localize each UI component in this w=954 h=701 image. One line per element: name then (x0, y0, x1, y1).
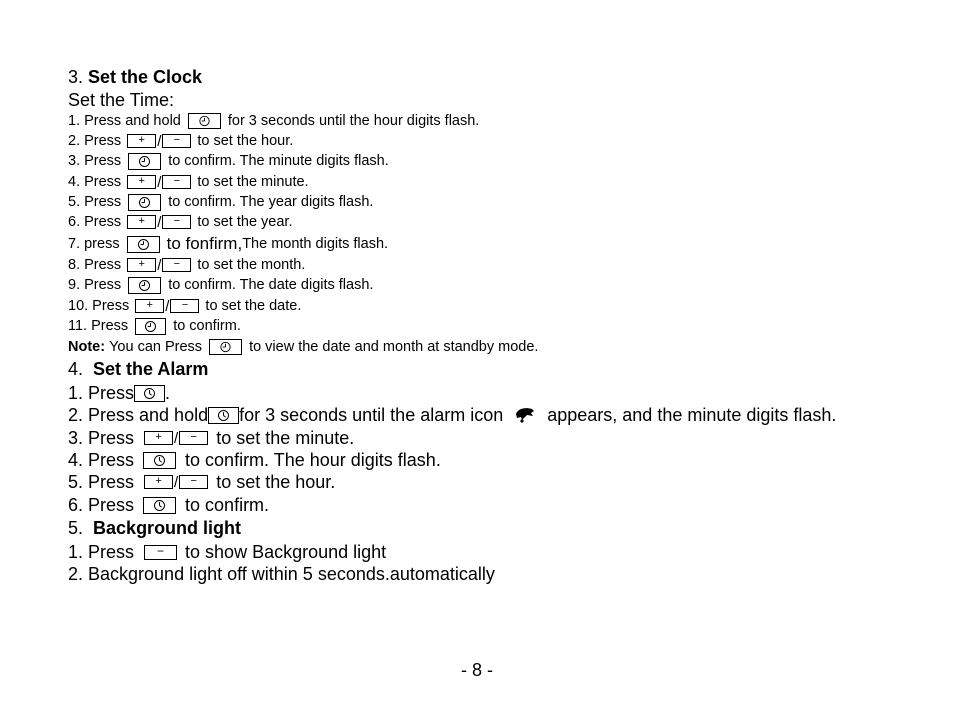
clock-button-icon (128, 194, 161, 211)
clock-step-2 (68, 131, 293, 151)
step-text: to set the minute. (216, 427, 355, 448)
clock-step-6 (68, 212, 292, 232)
step-text: 1. Press (68, 382, 135, 403)
step-text: to set the date. (205, 298, 302, 314)
note-text: to view the date and month at standby mode. (249, 339, 539, 355)
slash-divider: / (174, 429, 179, 447)
plus-minus-icon (127, 257, 191, 274)
section-3-subtitle (68, 89, 174, 111)
step-text: 8. Press (68, 257, 122, 273)
step-text: 1. Press (68, 541, 135, 562)
plus-button-icon: + (127, 215, 156, 229)
clock-step-11 (68, 316, 241, 336)
plus-button-icon: + (144, 431, 173, 445)
step-text: 6. Press (68, 214, 122, 230)
light-step-1 (68, 541, 386, 563)
step-text: to confirm. The year digits flash. (168, 194, 374, 210)
alarm-step-6 (68, 494, 269, 516)
step-text: 1. Press and hold (68, 113, 181, 129)
minus-button-icon: − (162, 258, 191, 272)
section-number: 4. (68, 358, 84, 379)
alarm-button-icon (143, 452, 176, 469)
step-text: 2. Press (68, 133, 122, 149)
clock-step-3 (68, 151, 389, 171)
note-label: Note: (68, 339, 106, 355)
step-text: to confirm. (185, 494, 270, 515)
step-text: to confirm. (173, 318, 241, 334)
minus-button-icon: − (162, 215, 191, 229)
step-text: to set the year. (197, 214, 293, 230)
section-3-heading (68, 66, 202, 88)
step-text: 6. Press (68, 494, 135, 515)
plus-button-icon: + (135, 299, 164, 313)
clock-button-icon (128, 153, 161, 170)
alarm-step-1 (68, 382, 170, 404)
step-text: 5. Press (68, 471, 135, 492)
plus-button-icon: + (144, 475, 173, 489)
step-text: to confirm. The minute digits flash. (168, 153, 389, 169)
plus-button-icon: + (127, 175, 156, 189)
step-text: 4. Press (68, 449, 135, 470)
slash-divider: / (157, 173, 162, 191)
alarm-step-5 (68, 471, 335, 493)
step-text: to fonfirm, (166, 234, 243, 253)
clock-step-8 (68, 255, 305, 275)
plus-button-icon: + (127, 258, 156, 272)
step-text: 11. Press (68, 318, 129, 334)
clock-step-4 (68, 172, 309, 192)
section-title: Set the Clock (88, 66, 203, 87)
clock-step-10 (68, 296, 301, 316)
step-text: to set the month. (197, 257, 306, 273)
clock-button-icon (135, 318, 166, 335)
section-title: Set the Alarm (93, 358, 209, 379)
step-text: 7. press (68, 236, 120, 252)
step-text: to set the hour. (216, 471, 336, 492)
clock-button-icon (209, 339, 242, 355)
step-text: to confirm. The hour digits flash. (185, 449, 441, 470)
alarm-step-2 (68, 404, 836, 426)
alarm-bell-icon (513, 406, 537, 424)
light-step-2 (68, 563, 495, 585)
step-text: for 3 seconds until the alarm icon (239, 404, 504, 425)
step-text: 2. Press and hold (68, 404, 209, 425)
alarm-step-3 (68, 427, 354, 449)
plus-button-icon: + (127, 134, 156, 148)
step-text: 3. Press (68, 427, 135, 448)
page-number: - 8 - (460, 660, 493, 680)
clock-step-5 (68, 192, 373, 212)
step-text: . (165, 382, 171, 403)
alarm-step-4 (68, 449, 441, 471)
section-4-heading (68, 358, 208, 380)
note-line (68, 337, 538, 357)
minus-button-icon: − (170, 299, 199, 313)
slash-divider: / (157, 132, 162, 150)
plus-minus-icon (144, 430, 208, 447)
alarm-button-icon (134, 385, 165, 402)
section-5-heading (68, 517, 241, 539)
step-text: The month digits flash. (242, 236, 389, 252)
slash-divider: / (157, 256, 162, 274)
plus-minus-icon (135, 298, 199, 315)
step-text: appears, and the minute digits flash. (547, 404, 837, 425)
plus-minus-icon (127, 133, 191, 150)
minus-button-icon: − (144, 545, 177, 560)
clock-step-1 (68, 111, 479, 131)
alarm-button-icon (143, 497, 176, 514)
step-text: 9. Press (68, 277, 122, 293)
plus-minus-icon (127, 214, 191, 231)
slash-divider: / (174, 473, 179, 491)
step-text: 10. Press (68, 298, 130, 314)
minus-button-icon: − (179, 475, 208, 489)
step-text: to set the minute. (197, 174, 309, 190)
step-text: 5. Press (68, 194, 122, 210)
step-text: 3. Press (68, 153, 122, 169)
minus-button-icon: − (179, 431, 208, 445)
section-number: 5. (68, 517, 84, 538)
clock-step-7 (68, 234, 388, 254)
subtitle-text: Set the Time: (68, 89, 175, 110)
step-text: 4. Press (68, 174, 122, 190)
step-text: to set the hour. (197, 133, 294, 149)
step-text: to show Background light (185, 541, 387, 562)
clock-button-icon (128, 277, 161, 294)
minus-button-icon: − (162, 175, 191, 189)
slash-divider: / (157, 213, 162, 231)
alarm-button-icon (208, 407, 239, 424)
minus-button-icon: − (162, 134, 191, 148)
note-text: You can Press (109, 339, 203, 355)
clock-step-9 (68, 275, 373, 295)
step-text: for 3 seconds until the hour digits flash. (227, 113, 480, 129)
plus-minus-icon (144, 474, 208, 491)
slash-divider: / (165, 297, 170, 315)
clock-button-icon (127, 236, 160, 253)
step-text: to confirm. The date digits flash. (168, 277, 374, 293)
section-title: Background light (93, 517, 242, 538)
plus-minus-icon (127, 174, 191, 191)
step-text: 2. Background light off within 5 seconds.automatically (68, 563, 495, 584)
section-number: 3. (68, 66, 84, 87)
clock-button-icon (188, 113, 221, 129)
